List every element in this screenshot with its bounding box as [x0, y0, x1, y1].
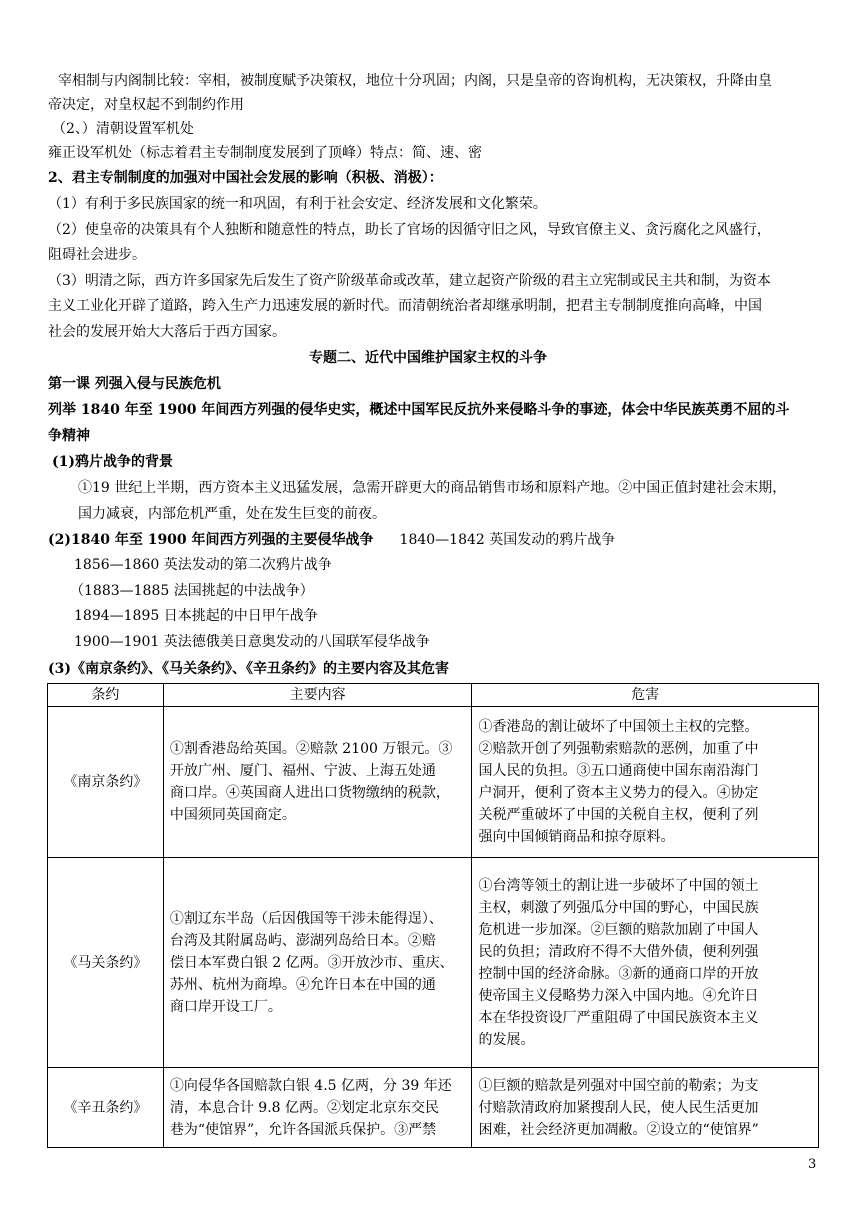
table-row	[48, 858, 819, 1068]
war-item: 1840—1842 英国发动的鸦片战争	[399, 532, 616, 548]
cell-line: 国人民的负担。③五口通商使中国东南沿海门	[478, 763, 759, 779]
text-line: （2、）清朝设置军机处	[52, 121, 194, 137]
cell-line: 户洞开，便利了资本主义势力的侵入。④协定	[478, 785, 759, 801]
treaty-content	[163, 707, 472, 858]
cell-line: 的发展。	[478, 1031, 535, 1048]
table-header-row	[48, 684, 819, 707]
column-header: 危害	[472, 684, 819, 707]
cell-line: 困难，社会经济更加凋敝。②设立的“使馆界”	[478, 1121, 759, 1138]
table-row	[48, 1068, 819, 1148]
subheading	[48, 529, 828, 551]
treaty-harm	[472, 1068, 819, 1148]
cell-line: 清，本息合计 9.8 亿两。②划定北京东交民	[169, 1099, 440, 1116]
treaty-harm	[472, 858, 819, 1068]
cell-line: 苏州、杭州为商埠。④允许日本在中国的通	[169, 976, 436, 993]
cell-line: 本在华投资设厂严重阻碍了中国民族资本主义	[478, 1009, 759, 1026]
text-line: ①19 世纪上半期，西方资本主义迅猛发展，急需开辟更大的商品销售市场和原料产地。②中国正值封建社会末期，	[78, 480, 787, 496]
treaty-harm	[472, 707, 819, 858]
column-header: 主要内容	[163, 684, 472, 707]
cell-line: 危机进一步加深。②巨额的赔款加剧了中国人	[478, 921, 759, 938]
cell-line: 控制中国的经济命脉。③新的通商口岸的开放	[478, 965, 759, 982]
text-line: 宰相制与内阁制比较：宰相，被制度赋予决策权，地位十分巩固；内阁，只是皇帝的咨询机构，无决策权，升降由皇	[58, 73, 772, 89]
column-header: 条约	[48, 684, 164, 707]
text-line: 国力减衰，内部危机严重，处在发生巨变的前夜。	[78, 506, 386, 522]
subheading-label: (2)1840 年至 1900 年间西方列强的主要侵华战争	[48, 532, 374, 548]
text-line: 雍正设军机处（标志着君主专制制度发展到了顶峰）特点：简、速、密	[48, 145, 482, 161]
section-heading: 2、君主专制制度的加强对中国社会发展的影响（积极、消极）：	[48, 170, 443, 186]
page-number: 3	[808, 1157, 817, 1172]
text-line: 社会的发展开始大大落后于西方国家。	[48, 324, 286, 340]
treaty-name: 《马关条约》	[48, 858, 164, 1068]
cell-line: ①巨额的赔款是列强对中国空前的勒索；为支	[478, 1077, 759, 1094]
cell-line: ①向侵华各国赔款白银 4.5 亿两，分 39 年还	[169, 1077, 452, 1094]
treaty-content	[163, 858, 472, 1068]
cell-line: 使帝国主义侵略势力深入中国内地。④允许日	[478, 987, 759, 1004]
cell-line: 台湾及其附属岛屿、澎湖列岛给日本。②赔	[169, 932, 436, 949]
cell-line: 强向中国倾销商品和掠夺原料。	[478, 829, 675, 845]
lesson-title: 第一课 列强入侵与民族危机	[48, 376, 221, 392]
war-item: （1883—1885 法国挑起的中法战争）	[70, 583, 314, 599]
cell-line: ①台湾等领土的割让进一步破坏了中国的领土	[478, 877, 759, 894]
cell-line: ①香港岛的割让破坏了中国领土主权的完整。	[478, 719, 759, 735]
text-line: 主义工业化开辟了道路，跨入生产力迅速发展的新时代。而清朝统治者却继承明制，把君主专制制度推向高峰，中国	[48, 298, 762, 314]
cell-line: 商口岸。④英国商人进出口货物缴纳的税款，	[169, 785, 450, 801]
subheading: (3)《南京条约》、《马关条约》、《辛丑条约》的主要内容及其危害	[48, 661, 449, 677]
treaty-name: 《辛丑条约》	[48, 1068, 164, 1148]
cell-line: 付赔款清政府加紧搜刮人民，使人民生活更加	[478, 1099, 759, 1116]
treaty-content	[163, 1068, 472, 1148]
cell-line: ②赔款开创了列强勒索赔款的恶例，加重了中	[478, 741, 759, 757]
treaty-name: 《南京条约》	[48, 707, 164, 858]
cell-line: 偿日本军费白银 2 亿两。③开放沙市、重庆、	[169, 954, 454, 971]
topic-title: 专题二、近代中国维护国家主权的斗争	[309, 350, 547, 366]
cell-line: 巷为“使馆界”，允许各国派兵保护。③严禁	[169, 1121, 437, 1138]
cell-line: 商口岸开设工厂。	[169, 998, 282, 1015]
text-line: 阻碍社会进步。	[48, 247, 146, 263]
cell-line: ①割香港岛给英国。②赔款 2100 万银元。③	[169, 741, 453, 757]
war-item: 1894—1895 日本挑起的中日甲午战争	[74, 608, 318, 624]
text-line: 帝决定，对皇权起不到制约作用	[48, 97, 244, 113]
war-item: 1900—1901 英法德俄美日意奥发动的八国联军侵华战争	[74, 634, 430, 650]
text-line: （2）使皇帝的决策具有个人独断和随意性的特点，助长了官场的因循守旧之风，导致官僚主义、贪污腐化之风盛行，	[48, 222, 771, 238]
cell-line: 主权，刺激了列强瓜分中国的野心，中国民族	[478, 899, 759, 916]
subheading: (1)鸦片战争的背景	[52, 454, 173, 470]
cell-line: 开放广州、厦门、福州、宁波、上海五处通	[169, 763, 436, 779]
cell-line: ①割辽东半岛（后因俄国等干涉未能得逞）、	[169, 910, 443, 927]
text-line: （1）有利于多民族国家的统一和巩固，有利于社会安定、经济发展和文化繁荣。	[48, 196, 547, 212]
objective-text: 列举 1840 年至 1900 年间西方列强的侵华史实，概述中国军民反抗外来侵略斗争的事迹，体会中华民族英勇不屈的斗	[48, 402, 790, 418]
cell-line: 中国须同英国商定。	[169, 807, 296, 823]
text-line: （3）明清之际，西方许多国家先后发生了资产阶级革命或改革，建立起资产阶级的君主立宪制或民主共和制，为资本	[48, 273, 771, 289]
cell-line: 关税严重破坏了中国的关税自主权，便利了列	[478, 807, 759, 823]
cell-line: 民的负担；清政府不得不大借外债，便利列强	[478, 943, 759, 960]
table-row	[48, 707, 819, 858]
treaty-table	[47, 683, 819, 1148]
objective-text: 争精神	[48, 428, 90, 444]
war-item: 1856—1860 英法发动的第二次鸦片战争	[74, 557, 332, 573]
